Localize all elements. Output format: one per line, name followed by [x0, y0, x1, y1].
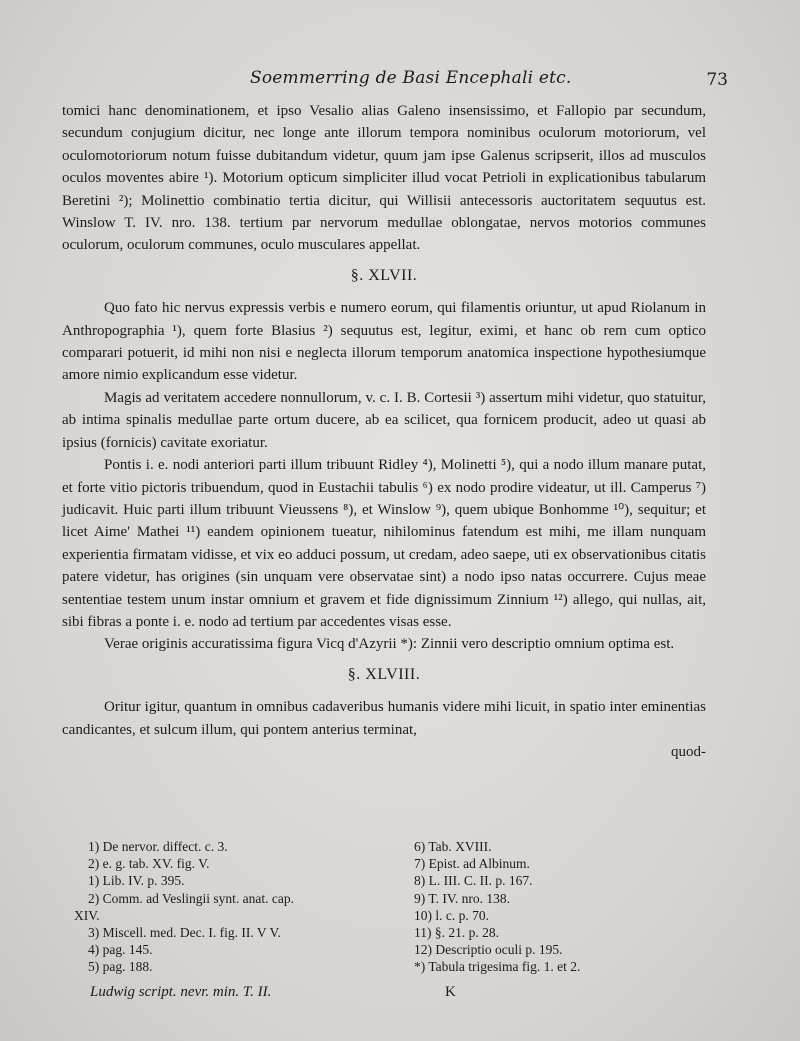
catchword: quod- [671, 743, 706, 760]
page-number: 73 [706, 70, 728, 90]
footnote: 10) l. c. p. 70. [414, 907, 489, 923]
section-heading-xlvii: §. XLVII. [350, 266, 418, 284]
footnotes-right-column [414, 838, 694, 976]
footnote: 11) §. 21. p. 28. [414, 925, 499, 941]
footnote: 8) L. III. C. II. p. 167. [414, 873, 533, 889]
running-title: Soemmerring de Basi Encephali etc. [250, 68, 572, 88]
footnote: 2) e. g. tab. XV. fig. V. [88, 856, 210, 872]
section-heading-xlviii: §. XLVIII. [347, 665, 421, 683]
paragraph: Oritur igitur, quantum in omnibus cadaveribus humanis videre mihi licuit, in spatio inter eminentias candicantes, et sulcum illum, qui pontem anterius terminat, [62, 699, 706, 738]
footnote: 2) Comm. ad Veslingii synt. anat. cap. [88, 890, 294, 906]
footnote: *) Tabula trigesima fig. 1. et 2. [414, 959, 581, 975]
footnote: 1) Lib. IV. p. 395. [88, 873, 185, 889]
signature-mark: K [445, 984, 456, 1000]
paragraph: Verae originis accuratissima figura Vicq d'Azyrii *): Zinnii vero descriptio omnium optima est. [104, 636, 675, 653]
footnote: 5) pag. 188. [88, 959, 153, 975]
paragraph: Quo fato hic nervus expressis verbis e numero eorum, qui filamentis oriuntur, ut apud Riolanum in Anthropographia ¹), quem forte Blasius ²) sequutus est, legitur, eximi, et hanc ob rem cum optico comparari potuerit, id mihi non nisi e neglecta illorum temporum anatomica inspectione hypothesiumque amore nimio explicandum esse videtur. [62, 300, 706, 384]
footnote: 9) T. IV. nro. 138. [414, 890, 510, 906]
footnotes-left-column [74, 838, 388, 976]
signature-text: Ludwig script. nevr. min. T. II. [90, 984, 272, 1000]
footnote-continuation: XIV. [74, 907, 100, 923]
paragraph: Magis ad veritatem accedere nonnullorum, v. c. I. B. Cortesii ³) assertum mihi videtur, quo statuitur, ab intima spinalis medullae parte ortum ducere, ab ea scilicet, qua fornicem producit, adeo ut quasi ab ipsius (fornicis) cavitate exoriatur. [62, 389, 706, 451]
main-text [62, 100, 706, 763]
paragraph-continuation: tomici hanc denominationem, et ipso Vesalio alias Galeno insensissimo, et Fallopio par secundum, secundum conjugium dicitur, nec longe ante illorum tempora nominibus oculorum motoriorum, vel oculomotoriorum notum fuisse dubitandum videtur, quum jam ipse Galenus scripserit, illos ad musculos oculos moventes abire ¹). Motorium opticum simpliciter illud vocat Petrioli in explicationibus tabularum Beretini ²); Molinettio combinatio tertia dicitur, qui Willisii antecessoris auctoritatem sequutus est. Winslow T. IV. nro. 138. tertium par nervorum medullae oblongatae, nervos motorios communes oculorum, oculorum communes, oculo musculares appellat. [62, 103, 706, 254]
footnote: 12) Descriptio oculi p. 195. [414, 942, 563, 958]
footnote: 3) Miscell. med. Dec. I. fig. II. V V. [88, 925, 281, 941]
printer-signature-line [90, 984, 490, 1001]
paragraph: Pontis i. e. nodi anteriori parti illum tribuunt Ridley ⁴), Molinetti ⁵), qui a nodo illum manare putat, et forte vitio pictoris tribuendum, quod in Eustachii tabulis ⁶) ex nodo prodire videatur, ut ill. Camperus ⁷) judicavit. Huic parti illum tribuunt Vieussens ⁸), et Winslow ⁹), quem ubique Bonhomme ¹⁰), sequitur; et licet Aime' Mathei ¹¹) eandem opinionem tueatur, nihilominus fatendum est mihi, me illam nunquam experientia firmatam vidisse, et vix eo adduci possum, ut credam, adeo saepe, uti ex observationibus citatis patere videtur, has origines (sin unquam vere observatae sint) a nodo ipso natas occurrere. Cujus meae sententiae testem unum instar omnium et gravem et fide dignissimum Zinnium ¹²) allego, qui nullas, ait, sibi fibras a ponte i. e. nodo ad tertium par accedentes visas esse. [62, 457, 706, 630]
footnote: 4) pag. 145. [88, 942, 153, 958]
footnote: 1) De nervor. diffect. c. 3. [88, 839, 228, 854]
page-header [60, 68, 728, 98]
footnote: 6) Tab. XVIII. [414, 839, 492, 854]
footnote: 7) Epist. ad Albinum. [414, 856, 530, 872]
